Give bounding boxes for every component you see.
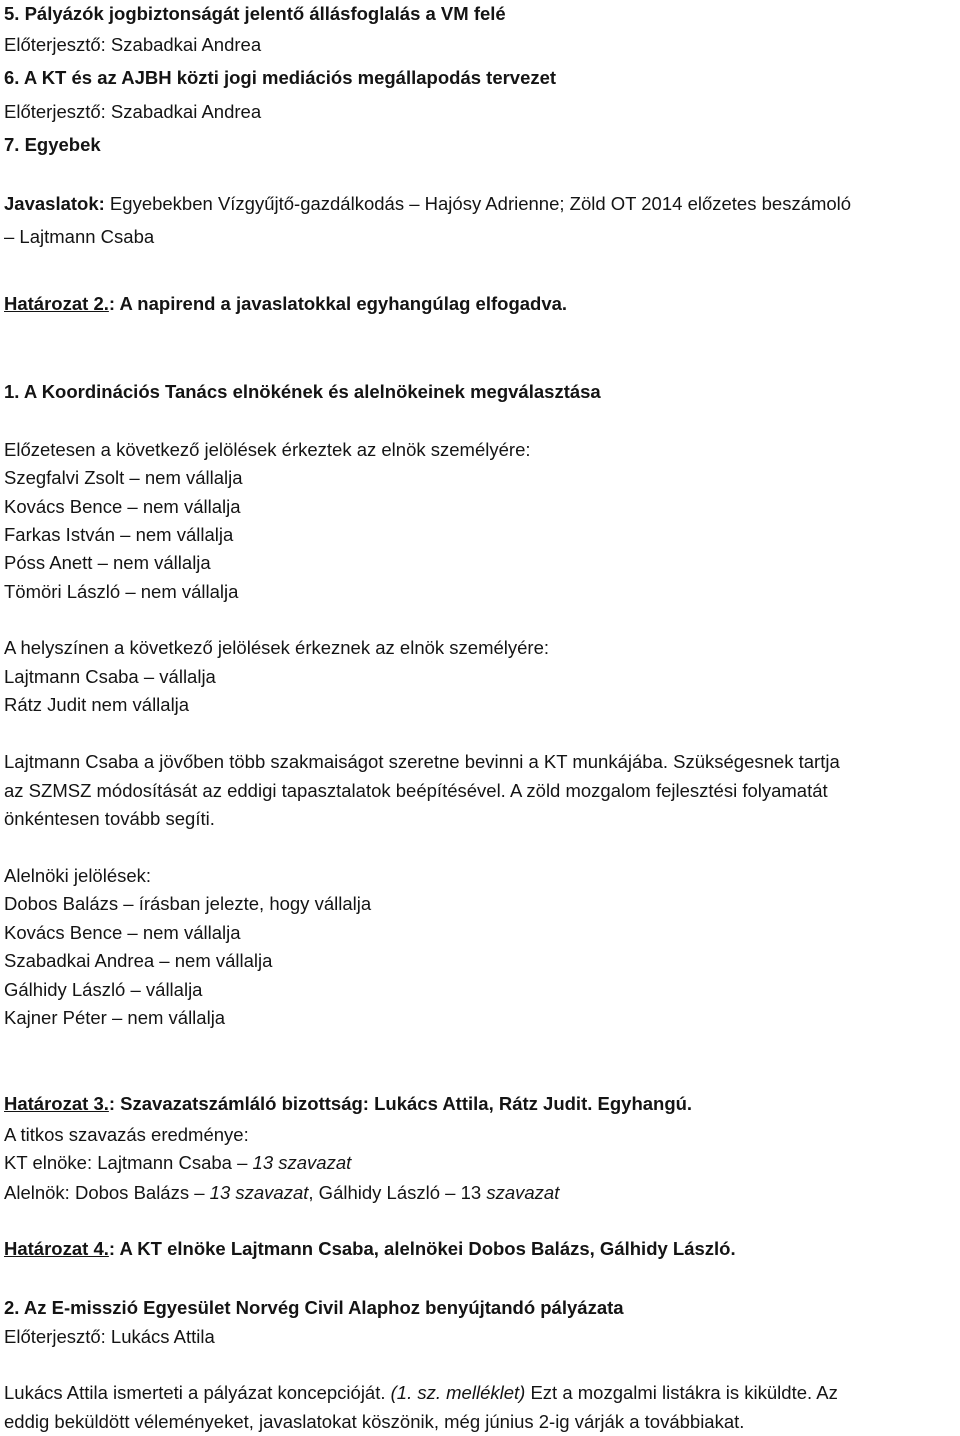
vice-result-votes-1: 13 szavazat bbox=[209, 1182, 309, 1203]
section-2-body-text: Lukács Attila ismerteti a pályázat koncepcióját. bbox=[4, 1382, 391, 1403]
pre-nomination-item: Szegfalvi Zsolt – nem vállalja bbox=[4, 467, 243, 488]
pre-nomination-item: Póss Anett – nem vállalja bbox=[4, 552, 211, 573]
onsite-nomination-item: Lajtmann Csaba – vállalja bbox=[4, 666, 216, 687]
agenda-item-5-presenter: Előterjesztő: Szabadkai Andrea bbox=[4, 34, 262, 55]
onsite-nominations-heading: A helyszínen a következő jelölések érkeznek az elnök személyére: bbox=[4, 637, 550, 658]
statement-line: Lajtmann Csaba a jövőben több szakmaiságot szeretne bevinni a KT munkájába. Szükségesnek tartja bbox=[4, 751, 840, 772]
resolution-4-label: Határozat 4. bbox=[4, 1238, 109, 1259]
resolution-3-label: Határozat 3. bbox=[4, 1093, 109, 1114]
proposals-text: Egyebekben Vízgyűjtő-gazdálkodás – Hajósy Adrienne; Zöld OT 2014 előzetes beszámoló bbox=[104, 193, 852, 214]
onsite-nomination-item: Rátz Judit nem vállalja bbox=[4, 694, 190, 715]
president-result-votes: 13 szavazat bbox=[252, 1152, 352, 1173]
section-2-body-line: eddig beküldött véleményeket, javaslatokat köszönik, még június 2-ig várják a továbbiakat. bbox=[4, 1411, 745, 1432]
vice-nomination-item: Dobos Balázs – írásban jelezte, hogy vállalja bbox=[4, 893, 372, 914]
president-result bbox=[4, 1149, 960, 1177]
vice-nomination-item: Kovács Bence – nem vállalja bbox=[4, 922, 241, 943]
resolution-3-text: : Szavazatszámláló bizottság: Lukács Attila, Rátz Judit. Egyhangú. bbox=[108, 1093, 693, 1114]
proposals-label: Javaslatok: bbox=[4, 193, 105, 214]
agenda-item-6-presenter: Előterjesztő: Szabadkai Andrea bbox=[4, 101, 262, 122]
secret-vote-heading: A titkos szavazás eredménye: bbox=[4, 1124, 249, 1145]
vice-result-votes-2: szavazat bbox=[486, 1182, 560, 1203]
pre-nomination-item: Kovács Bence – nem vállalja bbox=[4, 496, 241, 517]
proposals-line bbox=[4, 190, 960, 218]
vice-result-mid: , Gálhidy László – 13 bbox=[308, 1182, 487, 1203]
vice-nomination-item: Kajner Péter – nem vállalja bbox=[4, 1007, 226, 1028]
resolution-2 bbox=[4, 290, 960, 318]
appendix-reference: (1. sz. melléklet) bbox=[390, 1382, 526, 1403]
vice-result-prefix: Alelnök: Dobos Balázs – bbox=[4, 1182, 210, 1203]
section-2-body-line bbox=[4, 1379, 960, 1407]
agenda-item-5-title: 5. Pályázók jogbiztonságát jelentő állásfoglalás a VM felé bbox=[4, 3, 506, 24]
pre-nominations-heading: Előzetesen a következő jelölések érkeztek az elnök személyére: bbox=[4, 439, 531, 460]
agenda-item-6-title: 6. A KT és az AJBH közti jogi mediációs megállapodás tervezet bbox=[4, 67, 557, 88]
statement-line: önkéntesen tovább segíti. bbox=[4, 808, 215, 829]
president-result-prefix: KT elnöke: Lajtmann Csaba – bbox=[4, 1152, 253, 1173]
section-2-presenter: Előterjesztő: Lukács Attila bbox=[4, 1326, 215, 1347]
vice-nominations-heading: Alelnöki jelölések: bbox=[4, 865, 152, 886]
resolution-3 bbox=[4, 1090, 960, 1118]
resolution-4 bbox=[4, 1235, 960, 1263]
vice-nomination-item: Szabadkai Andrea – nem vállalja bbox=[4, 950, 273, 971]
proposals-line-cont: – Lajtmann Csaba bbox=[4, 226, 155, 247]
agenda-item-7-title: 7. Egyebek bbox=[4, 134, 101, 155]
resolution-2-label: Határozat 2. bbox=[4, 293, 109, 314]
statement-line: az SZMSZ módosítását az eddigi tapasztalatok beépítésével. A zöld mozgalom fejlesztési folyamatát bbox=[4, 780, 828, 801]
section-1-title: 1. A Koordinációs Tanács elnökének és alelnökeinek megválasztása bbox=[4, 381, 601, 402]
resolution-2-text: : A napirend a javaslatokkal egyhangúlag elfogadva. bbox=[108, 293, 568, 314]
section-2-body-text-cont: Ezt a mozgalmi listákra is kiküldte. Az bbox=[525, 1382, 838, 1403]
pre-nomination-item: Tömöri László – nem vállalja bbox=[4, 581, 239, 602]
pre-nomination-item: Farkas István – nem vállalja bbox=[4, 524, 234, 545]
vice-nomination-item: Gálhidy László – vállalja bbox=[4, 979, 203, 1000]
section-2-title: 2. Az E-misszió Egyesület Norvég Civil Alaphoz benyújtandó pályázata bbox=[4, 1297, 624, 1318]
resolution-4-text: : A KT elnöke Lajtmann Csaba, alelnökei Dobos Balázs, Gálhidy László. bbox=[108, 1238, 736, 1259]
vice-result bbox=[4, 1179, 960, 1207]
